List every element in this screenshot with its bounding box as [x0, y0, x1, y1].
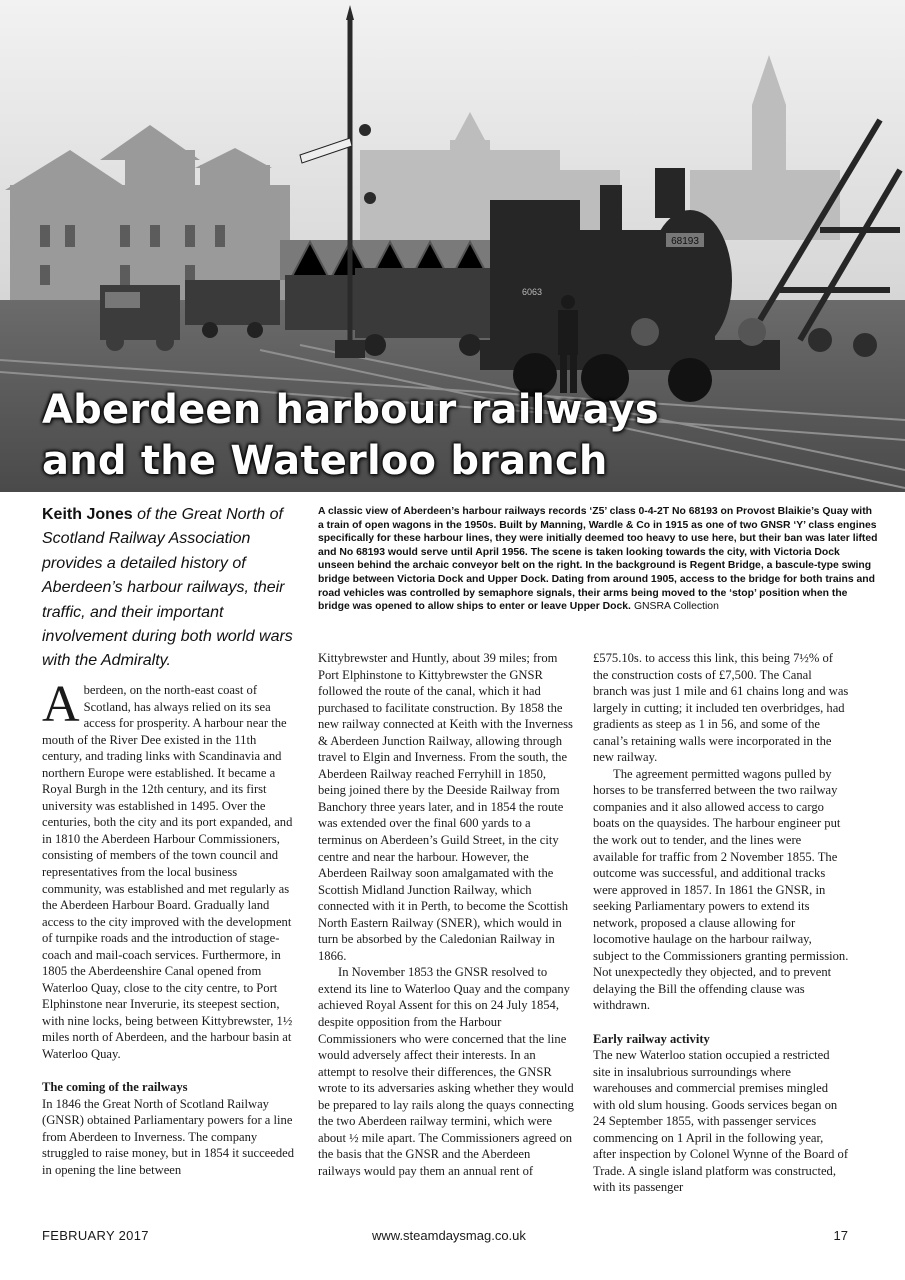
body-paragraph: The agreement permitted wagons pulled by horses to be transferred between the two railway companies and it also allowed access to cargo boats on the quaysides. The harbour engineer put the work out to tender, and the lines were available for traffic from 2 November 1855. The outcome was successful, and additional tracks were approved in 1857. In 1861 the GNSR, in seeking Parliamentary powers to extend its network, proposed a clause allowing for locomotive haulage on the harbour railway, subject to the Commissioners granting permission. Not unexpectedly they objected, and to prevent delaying the Bill the offending clause was withdrawn. — [593, 766, 849, 1013]
title-line-1: Aberdeen harbour railways — [42, 387, 659, 433]
author-name: Keith Jones — [42, 506, 133, 523]
body-paragraph: The new Waterloo station occupied a restricted site in insalubrious surroundings where warehouses and commercial premises mingled with old slum housing. Goods services began on 24 September 1855, with passenger services commencing on 1 April in the following year, after inspection by Colonel Wynne of the Board of Trade. A single island platform was constructed, with its passenger — [593, 1048, 849, 1195]
issue-date: FEBRUARY 2017 — [42, 1228, 149, 1243]
intro-paragraph-text: berdeen, on the north-east coast of Scotland, has always relied on its sea access for prosperity. A harbour near the mouth of the River Dee existed in the 11th century, and trading links with Scandinavia and northern Europe were established. It became a Royal Burgh in the 12th century, and its first university was established in 1495. Over the centuries, both the city and its port expanded, and in 1810 the Aberdeen Harbour Commissioners, consisting of members of the town council and representatives from the local business community, was established and met regularly as the Aberdeen Harbour Board. Gradually land access to the city improved with the development of turnpike roads and the introduction of stage-coach and mail-coach services. Furthermore, in 1805 the Aberdeenshire Canal opened from Waterloo Quay, close to the city centre, to Port Elphinstone near Inverurie, its steepest section, with nine locks, being between Kittybrewster, 1½ miles north of Aberdeen, and the harbour basin at Waterloo Quay. — [42, 683, 293, 1062]
standfirst — [42, 503, 296, 674]
page-footer — [42, 1228, 848, 1248]
photo-credit: GNSRA Collection — [633, 601, 719, 613]
body-paragraph: £575.10s. to access this link, this being 7½% of the construction costs of £7,500. The Canal branch was just 1 mile and 61 chains long and was largely in cutting; it included ten overbridges, had gradients as steep as 1 in 56, and some of the canal’s retaining walls were incorporated in the new railway. — [593, 651, 849, 765]
hero-photo — [0, 0, 905, 492]
drop-cap: A — [42, 676, 80, 733]
intro-paragraph — [42, 676, 298, 1063]
page-number: 17 — [833, 1228, 848, 1243]
caption-text: A classic view of Aberdeen’s harbour railways records ‘Z5’ class 0-4-2T No 68193 on Provost Blaikie’s Quay with a train of open wagons in the 1950s. Built by Manning, Wardle & Co in 1915 as one of two GNSR ‘Y’ class engines specifically for these harbour lines, they were initially deemed too heavy to use here, but their ban was later lifted and No 68193 would serve until April 1956. The scene is taken looking towards the city, with Victoria Dock unseen behind the archaic conveyor belt on the right. In the background is Regent Bridge, a bascule-type swing bridge between Victoria Dock and Upper Dock. Dating from around 1905, access to the bridge for both trains and road vehicles was controlled by semaphore signals, their arms being moved to the ‘stop’ position when the bridge was opened to allow ships to enter or leave Upper Dock. — [318, 506, 878, 613]
wagon-number-text: 6063 — [521, 287, 543, 297]
body-column-1 — [42, 676, 298, 1178]
title-line-2: and the Waterloo branch — [42, 438, 608, 484]
photo-caption — [318, 505, 878, 614]
website-url: www.steamdaysmag.co.uk — [372, 1228, 526, 1243]
body-paragraph: Kittybrewster and Huntly, about 39 miles; from Port Elphinstone to Kittybrewster the GNSR followed the route of the canal, which it had purchased to facilitate construction. By 1858 the new railway connected at Keith with the Inverness & Aberdeen Junction Railway, allowing through travel to Elgin and Inverness. From the south, the Aberdeen Railway reached Ferryhill in 1850, being joined there by the Deeside Railway from Banchory three years later, and in 1854 the route was extended over the final 600 yards to a terminus on Aberdeen’s Guild Street, in the city centre and near the harbour. However, the Aberdeen Railway soon amalgamated with the Scottish Midland Junction Railway, which connected with it in Perth, to become the Scottish North Eastern Railway (SNER), which would in turn be absorbed by the Caledonian Railway in 1866. — [318, 651, 573, 963]
standfirst-text: of the Great North of Scotland Railway Association provides a detailed history of Aberdeen’s harbour railways, their traffic, and their important involvement during both world wars with the Admiralty. — [42, 506, 293, 670]
subheading-coming-of-railways: The coming of the railways — [42, 1080, 188, 1095]
subheading-early-railway-activity: Early railway activity — [593, 1031, 710, 1046]
body-column-3 — [593, 650, 849, 1196]
body-paragraph: In 1846 the Great North of Scotland Railway (GNSR) obtained Parliamentary powers for a line from Aberdeen to Inverness. The company struggled to raise money, but in 1854 it succeeded in opening the line between — [42, 1096, 295, 1177]
body-paragraph: In November 1853 the GNSR resolved to extend its line to Waterloo Quay and the company achieved Royal Assent for this on 24 July 1854, despite opposition from the Harbour Commissioners who were concerned that the line would adversely affect their interests. In an attempt to resolve their differences, the GNSR wrote to its adversaries asking whether they would be prepared to lay rails along the quays connecting the two Aberdeen railway termini, which were about ½ mile apart. The Commissioners agreed on the basis that the GNSR and the Aberdeen railways would pay them an annual rent of — [318, 965, 574, 1178]
engine-number-text: 68193 — [671, 236, 699, 247]
page-title — [42, 385, 842, 487]
body-column-2 — [318, 650, 574, 1180]
